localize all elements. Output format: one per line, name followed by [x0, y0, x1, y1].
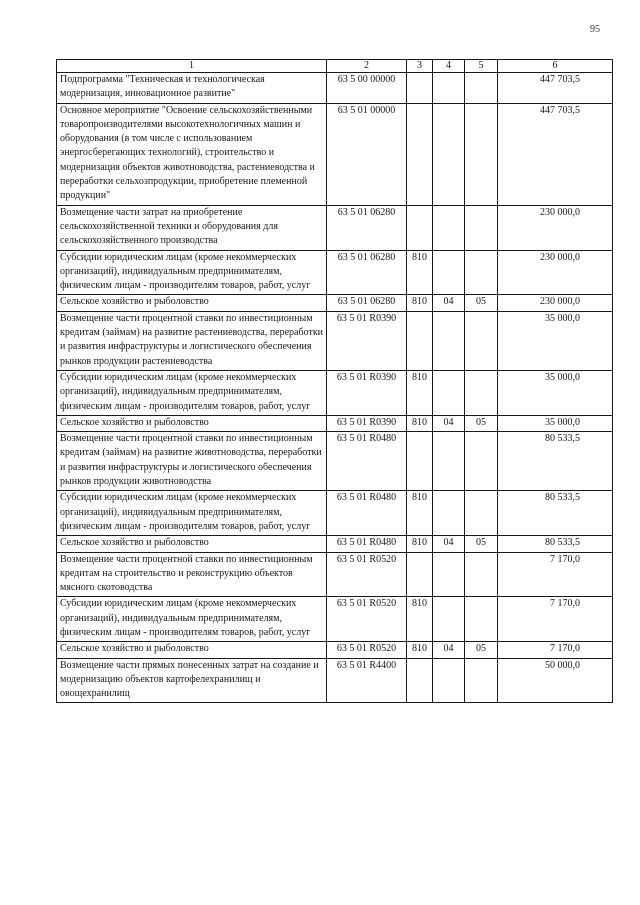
row-amount-cell: 80 533,5: [498, 491, 613, 536]
row-section-cell: [433, 73, 465, 104]
row-code-cell: 63 5 01 R0480: [327, 536, 407, 552]
row-section-cell: [433, 205, 465, 250]
row-expense-type-cell: 810: [407, 536, 433, 552]
row-code-cell: 63 5 01 06280: [327, 250, 407, 295]
row-code-cell: 63 5 01 R0390: [327, 415, 407, 431]
row-code-cell: 63 5 01 R0390: [327, 311, 407, 370]
row-name-cell: Субсидии юридическим лицам (кроме некоммерческих организаций), индивидуальным предпринимателям, физическим лицам - производителям товаров, работ, услуг: [57, 597, 327, 642]
row-subsection-cell: [465, 250, 498, 295]
row-name-cell: Сельское хозяйство и рыболовство: [57, 415, 327, 431]
row-subsection-cell: [465, 658, 498, 703]
row-amount-cell: 50 000,0: [498, 658, 613, 703]
row-amount-cell: 35 000,0: [498, 370, 613, 415]
row-subsection-cell: [465, 103, 498, 205]
row-expense-type-cell: [407, 205, 433, 250]
row-expense-type-cell: [407, 658, 433, 703]
row-code-cell: 63 5 01 R0520: [327, 552, 407, 597]
table-row: [57, 415, 613, 431]
row-code-cell: 63 5 01 06280: [327, 295, 407, 311]
row-subsection-cell: 05: [465, 536, 498, 552]
row-amount-cell: 35 000,0: [498, 415, 613, 431]
row-subsection-cell: [465, 552, 498, 597]
column-header-1: 1: [57, 60, 327, 73]
row-expense-type-cell: [407, 311, 433, 370]
table-row: [57, 432, 613, 491]
page-number: 95: [590, 24, 600, 35]
row-expense-type-cell: 810: [407, 250, 433, 295]
row-name-cell: Субсидии юридическим лицам (кроме некоммерческих организаций), индивидуальным предпринимателям, физическим лицам - производителям товаров, работ, услуг: [57, 370, 327, 415]
table-row: [57, 552, 613, 597]
table-header-row: [57, 60, 613, 73]
column-header-3: 3: [407, 60, 433, 73]
row-subsection-cell: [465, 205, 498, 250]
row-amount-cell: 7 170,0: [498, 597, 613, 642]
row-subsection-cell: [465, 491, 498, 536]
row-amount-cell: 7 170,0: [498, 642, 613, 658]
row-subsection-cell: [465, 73, 498, 104]
table-row: [57, 642, 613, 658]
row-section-cell: [433, 250, 465, 295]
row-expense-type-cell: [407, 73, 433, 104]
row-expense-type-cell: [407, 432, 433, 491]
row-section-cell: [433, 311, 465, 370]
row-name-cell: Возмещение части процентной ставки по инвестиционным кредитам (займам) на развитие растениеводства, переработки и развития инфраструктуры и логистического обеспечения рынков продукции растениеводства: [57, 311, 327, 370]
row-subsection-cell: 05: [465, 415, 498, 431]
row-expense-type-cell: [407, 103, 433, 205]
row-name-cell: Возмещение части процентной ставки по инвестиционным кредитам на строительство и реконструкцию объектов мясного скотоводства: [57, 552, 327, 597]
row-code-cell: 63 5 01 R0480: [327, 491, 407, 536]
row-code-cell: 63 5 01 06280: [327, 205, 407, 250]
row-amount-cell: 447 703,5: [498, 73, 613, 104]
row-expense-type-cell: 810: [407, 370, 433, 415]
row-expense-type-cell: 810: [407, 491, 433, 536]
row-code-cell: 63 5 00 00000: [327, 73, 407, 104]
budget-table: [56, 59, 613, 703]
row-name-cell: Сельское хозяйство и рыболовство: [57, 295, 327, 311]
table-row: [57, 250, 613, 295]
column-header-5: 5: [465, 60, 498, 73]
row-name-cell: Возмещение части затрат на приобретение сельскохозяйственной техники и оборудования для сельскохозяйственного производства: [57, 205, 327, 250]
row-expense-type-cell: 810: [407, 415, 433, 431]
row-code-cell: 63 5 01 R0390: [327, 370, 407, 415]
table-row: [57, 658, 613, 703]
table-row: [57, 536, 613, 552]
row-subsection-cell: [465, 370, 498, 415]
row-amount-cell: 230 000,0: [498, 250, 613, 295]
row-section-cell: 04: [433, 536, 465, 552]
row-section-cell: [433, 370, 465, 415]
table-body: [57, 60, 613, 703]
row-code-cell: 63 5 01 00000: [327, 103, 407, 205]
row-section-cell: [433, 658, 465, 703]
row-code-cell: 63 5 01 R4400: [327, 658, 407, 703]
row-name-cell: Сельское хозяйство и рыболовство: [57, 642, 327, 658]
row-subsection-cell: 05: [465, 295, 498, 311]
row-code-cell: 63 5 01 R0480: [327, 432, 407, 491]
table-row: [57, 597, 613, 642]
column-header-4: 4: [433, 60, 465, 73]
row-name-cell: Сельское хозяйство и рыболовство: [57, 536, 327, 552]
row-subsection-cell: [465, 311, 498, 370]
row-amount-cell: 80 533,5: [498, 536, 613, 552]
row-subsection-cell: [465, 432, 498, 491]
row-section-cell: 04: [433, 642, 465, 658]
row-expense-type-cell: 810: [407, 295, 433, 311]
row-section-cell: [433, 597, 465, 642]
row-section-cell: 04: [433, 295, 465, 311]
table-row: [57, 103, 613, 205]
row-amount-cell: 230 000,0: [498, 205, 613, 250]
column-header-6: 6: [498, 60, 613, 73]
row-section-cell: [433, 432, 465, 491]
row-amount-cell: 80 533,5: [498, 432, 613, 491]
row-name-cell: Возмещение части прямых понесенных затрат на создание и модернизацию объектов картофелехранилищ и овощехранилищ: [57, 658, 327, 703]
row-section-cell: [433, 552, 465, 597]
row-amount-cell: 230 000,0: [498, 295, 613, 311]
column-header-2: 2: [327, 60, 407, 73]
row-subsection-cell: [465, 597, 498, 642]
row-section-cell: [433, 103, 465, 205]
row-name-cell: Подпрограмма "Техническая и технологическая модернизация, инновационное развитие": [57, 73, 327, 104]
row-name-cell: Субсидии юридическим лицам (кроме некоммерческих организаций), индивидуальным предпринимателям, физическим лицам - производителям товаров, работ, услуг: [57, 250, 327, 295]
table-row: [57, 311, 613, 370]
row-amount-cell: 7 170,0: [498, 552, 613, 597]
table-row: [57, 295, 613, 311]
table-row: [57, 370, 613, 415]
row-expense-type-cell: [407, 552, 433, 597]
row-name-cell: Субсидии юридическим лицам (кроме некоммерческих организаций), индивидуальным предпринимателям, физическим лицам - производителям товаров, работ, услуг: [57, 491, 327, 536]
row-section-cell: [433, 491, 465, 536]
table-row: [57, 205, 613, 250]
row-section-cell: 04: [433, 415, 465, 431]
row-expense-type-cell: 810: [407, 597, 433, 642]
row-name-cell: Возмещение части процентной ставки по инвестиционным кредитам (займам) на развитие животноводства, переработки и развития инфраструктуры и логистического обеспечения рынков продукции животноводства: [57, 432, 327, 491]
row-code-cell: 63 5 01 R0520: [327, 597, 407, 642]
row-subsection-cell: 05: [465, 642, 498, 658]
table-row: [57, 491, 613, 536]
row-amount-cell: 35 000,0: [498, 311, 613, 370]
table-row: [57, 73, 613, 104]
row-code-cell: 63 5 01 R0520: [327, 642, 407, 658]
row-name-cell: Основное мероприятие "Освоение сельскохозяйственными товаропроизводителями высокотехнологичных машин и оборудования (в том числе с использованием энергосберегающих технологий), строительство и модернизация объектов животноводства, растениеводства и переработки сельхозпродукции, приобретение племенной продукции": [57, 103, 327, 205]
row-amount-cell: 447 703,5: [498, 103, 613, 205]
row-expense-type-cell: 810: [407, 642, 433, 658]
